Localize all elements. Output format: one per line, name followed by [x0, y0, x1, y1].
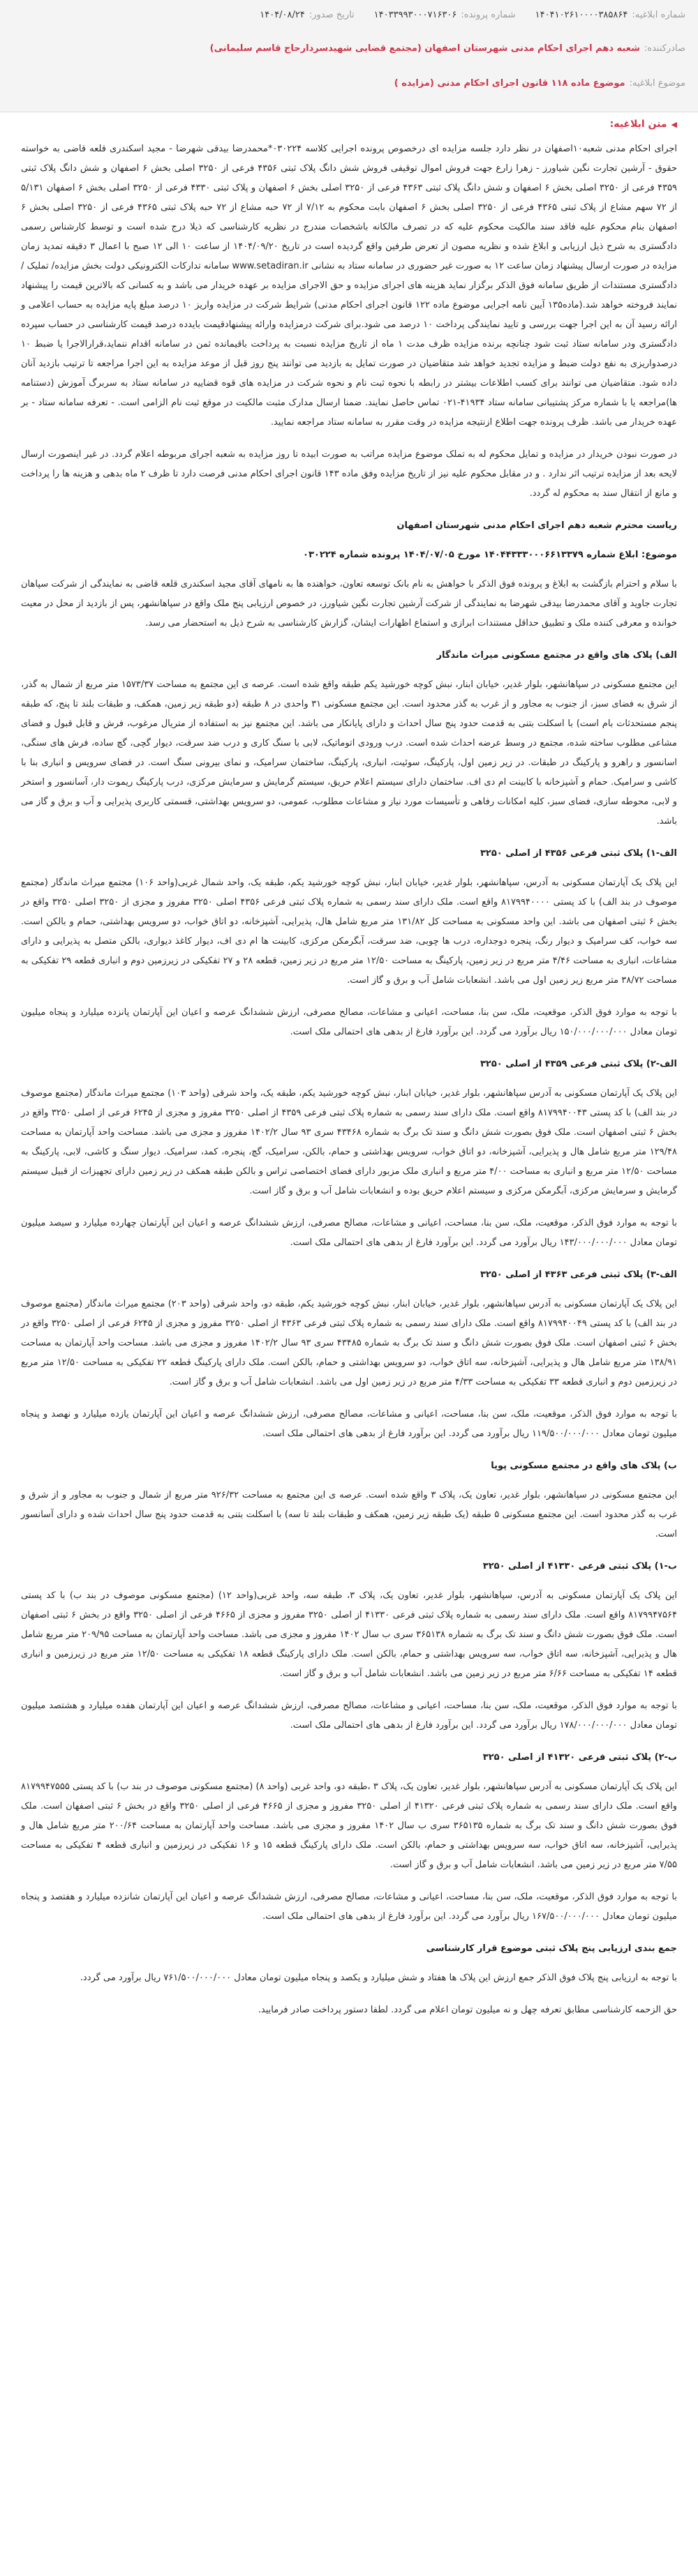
paragraph-subject-line: موضوع: ابلاغ شماره ۱۴۰۴۴۳۳۳۰۰۰۶۶۱۳۳۷۹ مورخ ۱۴۰۴/۰۷/۰۵ پرونده شماره ۰۳۰۲۲۴ — [303, 550, 677, 560]
heading-plot-b1: ب-۱) پلاک ثبتی فرعی ۴۱۳۳۰ از اصلی ۳۲۵۰ — [482, 1561, 677, 1572]
issuer-name: شعبه دهم اجرای احکام مدنی شهرستان اصفهان (مجتمع قضایی شهیدسردارحاج قاسم سلیمانی) — [209, 43, 640, 54]
case-number-label: شماره پرونده: — [461, 10, 516, 20]
notice-number: ۱۴۰۴۱۰۲۶۱۰۰۰۰۳۸۵۸۶۴ — [535, 10, 628, 20]
heading-plot-a2: الف-۲) پلاک ثبتی فرعی ۴۳۵۹ از اصلی ۳۲۵۰ — [480, 1059, 677, 1069]
issuer-label: صادرکننده: — [644, 43, 685, 54]
paragraph-intro: با سلام و احترام بازگشت به ابلاغ و پرونده فوق الذکر با خواهش به نام بانک توسعه تعاون، خواهنده ها به نامهای آقای مجید اسکندری قلعه قاضی به نمایندگی از شرکت سپاهان تجارت جاوید و آقای محمدرضا بیدقی شهرضا به نمایندگی از شرکت آرشین تجارت نگین شیاورز، در خصوص ارزیابی پنج ملک واقع در سپاهانشهر، پس از بازدید از محل در معیت خوانده و معرفی کننده ملک و تطبیق حداقل مستندات ابرازی و استماع اظهارات ایشان، گزارش کارشناسی به شرح ذیل به استحضار می رسد. — [21, 579, 677, 628]
paragraph-plot-b1: این پلاک یک آپارتمان مسکونی به آدرس، سپاهانشهر، بلوار غدیر، تعاون یک، پلاک ۳، طبقه سه، واحد غربی(واحد ۱۲) (مجتمع مسکونی موصوف در بند ب) با کد پستی ۸۱۷۹۹۴۷۵۶۴ واقع است. ملک دارای سند رسمی به شماره پلاک ثبتی فرعی ۴۱۳۳۰ از اصلی ۳۲۵۰ مفروز و مجزی از ۴۶۶۵ فرعی از اصلی ۳۲۵۰ واقع در بخش ۶ ثبتی اصفهان است. ملک فوق بصورت شش دانگ و سند تک برگ به شماره ۳۶۵۱۳۸ سری ب سال ۱۴۰۲ مفروز و مجزی می باشد. مساحت واحد آپارتمان به مساحت ۲۰۹/۹۵ متر مربع شامل هال و پذیرایی، آشپزخانه، سه اتاق خواب، سه سرویس بهداشتی و حمام، بالکن است. ملک دارای پارکینگ قطعه ۱۸ تفکیکی به مساحت ۱۲/۵۰ متر مربع در زیرزمین و انباری قطعه ۱۴ تفکیکی به مساحت ۶/۶۶ متر مربع در زیر زمین می باشد. انشعابات شامل آب و برق و گاز است. — [21, 1590, 678, 1679]
paragraph-plot-a2-value: با توجه به موارد فوق الذکر، موقعیت، ملک، سن بنا، مساحت، اعیانی و مشاعات، مصالح مصرفی، ارزش ششدانگ عرصه و اعیان این آپارتمان چهارده میلیارد و سیصد میلیون تومان معادل ۱۴۳/۰۰۰/۰۰۰/۰۰۰ ریال برآورد می گردد. این برآورد فارغ از بدهی های احتمالی ملک است. — [21, 1218, 677, 1248]
paragraph-complex-b-description: این مجتمع مسکونی در سپاهانشهر، بلوار غدیر، تعاون یک، پلاک ۳ واقع شده است. عرصه ی این مجتمع به مساحت ۹۲۶/۳۲ متر مربع از شمال و جنوب به مجاور و از شرق و غرب به گذر محدود است. این مجتمع مسکونی ۵ طبقه (یک طبقه زیر زمین، همکف و طبقات بلند تا سه) با اسکلت بتنی به قدمت حدود پنج سال احداث شده و دارای آسانسور است. — [21, 1490, 678, 1539]
paragraph-plot-a3: این پلاک یک آپارتمان مسکونی به آدرس سپاهانشهر، بلوار غدیر، خیابان ابنار، نبش کوچه خورشید یکم، طبقه دو، واحد شرقی (واحد ۲۰۳) مجتمع میراث ماندگار (مجتمع موصوف در بند الف) با کد پستی ۸۱۷۹۹۴۰۰۴۹ واقع است. ملک دارای سند رسمی به شماره پلاک ثبتی فرعی ۴۳۶۳ از اصلی ۳۲۵۰ مفروز و مجزی از ۶۲۴۵ فرعی از اصلی ۳۲۵۰ واقع در بخش ۶ ثبتی اصفهان است. ملک فوق بصورت شش دانگ و سند تک برگ به شماره ۴۳۴۸۵ سری ۹۳ سال ۱۴۰۲/۲ مفروز و مجزی می باشد. مساحت واحد آپارتمان به مساحت ۱۳۸/۹۱ متر مربع شامل هال و پذیرایی، آشپزخانه، سه اتاق خواب، دو سرویس بهداشتی و حمام، بالکن است. ملک دارای پارکینگ قطعه ۲۲ تفکیکی به مساحت ۱۲/۵۰ متر مربع در زیرزمین دوم و انباری قطعه ۳۳ تفکیکی به مساحت ۴/۳۳ متر مربع در زیر زمین اول می باشد. انشعابات شامل آب و برق و گاز است. — [21, 1299, 677, 1387]
paragraph-plot-b2-value: با توجه به موارد فوق الذکر، موقعیت، ملک، سن بنا، مساحت، اعیانی و مشاعات، مصالح مصرفی، ارزش ششدانگ عرصه و اعیان این آپارتمان شانزده میلیارد و هفتصد و پنجاه میلیون تومان معادل ۱۶۷/۵۰۰/۰۰۰/۰۰۰ ریال برآورد می گردد. این برآورد فارغ از بدهی های احتمالی ملک است. — [21, 1892, 677, 1922]
issue-date-label: تاریخ صدور: — [309, 10, 355, 20]
paragraph-addressee: ریاست محترم شعبه دهم اجرای احکام مدنی شهرستان اصفهان — [396, 520, 677, 531]
case-number: ۱۴۰۳۳۹۹۳۰۰۰۷۱۶۳۰۶ — [373, 10, 457, 20]
triangle-icon: ◀ — [671, 119, 677, 129]
paragraph-plot-b2: این پلاک یک آپارتمان مسکونی به آدرس سپاهانشهر، بلوار غدیر، تعاون یک، پلاک ۳ ،طبقه دو، واحد غربی (واحد ۸) (مجتمع مسکونی موصوف در بند ب) با کد پستی ۸۱۷۹۹۴۷۵۵۵ واقع است. ملک دارای سند رسمی به شماره پلاک ثبتی فرعی ۴۱۳۲۰ از اصلی ۳۲۵۰ مفروز و مجزی از ۴۶۶۵ فرعی از اصلی ۳۲۵۰ واقع در بخش ۶ ثبتی اصفهان است. ملک فوق بصورت شش دانگ و سند تک برگ به شماره ۳۶۵۱۳۵ سری ب سال ۱۴۰۲ مفروز و مجزی می باشد. مساحت واحد آپارتمان به مساحت ۲۰۰/۶۴ متر مربع شامل هال و پذیرایی، آشپزخانه، سه اتاق خواب، سه سرویس بهداشتی و حمام، بالکن است. ملک دارای پارکینگ قطعه ۱۵ و ۱۶ تفکیکی در زیرزمین و انباری قطعه ۴ تفکیکی به مساحت ۷/۵۵ متر مربع در زیر زمین می باشد. انشعابات شامل آب و برق و گاز است. — [21, 1782, 678, 1870]
paragraph-plot-b1-value: با توجه به موارد فوق الذکر، موقعیت، ملک، سن بنا، مساحت، اعیانی و مشاعات، مصالح مصرفی، ارزش ششدانگ عرصه و اعیان این آپارتمان هفده میلیارد و هشتصد میلیون تومان معادل ۱۷۸/۰۰۰/۰۰۰/۰۰۰ ریال برآورد می گردد. این برآورد فارغ از بدهی های احتمالی ملک است. — [21, 1701, 677, 1731]
heading-complex-a: الف) پلاک های واقع در مجتمع مسکونی میراث ماندگار — [436, 650, 677, 661]
subject-label: موضوع ابلاغیه: — [629, 78, 685, 89]
subject-text: موضوع ماده ۱۱۸ قانون اجرای احکام مدنی (مزایده ) — [394, 78, 625, 89]
paragraph-plot-a2: این پلاک یک آپارتمان مسکونی به آدرس سپاهانشهر، بلوار غدیر، خیابان ابنار، نبش کوچه خورشید یکم، طبقه یک، واحد شرقی (واحد ۱۰۳) مجتمع میراث ماندگار (مجتمع موصوف در بند الف) با کد پستی ۸۱۷۹۹۴۰۰۴۳ واقع است. ملک دارای سند رسمی به شماره پلاک ثبتی فرعی ۴۳۵۹ از اصلی ۳۲۵۰ مفروز و مجزی از ۶۲۴۵ فرعی از اصلی ۳۲۵۰ واقع در بخش ۶ ثبتی اصفهان است. ملک فوق بصورت شش دانگ و سند تک برگ به شماره ۴۳۴۶۸ سری ۹۳ سال ۱۴۰۲/۲ مفروز و مجزی می باشد. مساحت واحد آپارتمان به مساحت ۱۲۹/۴۸ متر مربع شامل هال و پذیرایی، آشپزخانه، دو اتاق خواب، سرویس بهداشتی و حمام، بالکن، سرامیک، گچ، پنجره، کمد، سرامیک. دیوار سنگ و کاشی، لابی، پارکینگ به مساحت ۱۲/۵۰ متر مربع و انباری به مساحت ۴/۰۰ متر مربع و انباری ملک مزبور دارای فضای اختصاصی تراس و بالکن طبقه همکف در زیر زمین دارای تجهیزات از قبیل سیستم گرمایش و سرمایش مرکزی، آبگرمکن مرکزی و سیستم اعلام حریق بوده و انشعابات شامل آب و برق و گاز است. — [21, 1088, 678, 1196]
issue-date: ۱۴۰۴/۰۸/۲۴ — [260, 10, 305, 20]
heading-plot-b2: ب-۲) پلاک ثبتی فرعی ۴۱۳۲۰ از اصلی ۳۲۵۰ — [482, 1752, 677, 1763]
paragraph-plot-a1: این پلاک یک آپارتمان مسکونی به آدرس، سپاهانشهر، بلوار غدیر، خیابان ابنار، نبش کوچه خورشید یکم، طبقه یک، واحد شمال غربی(واحد ۱۰۶) مجتمع میراث ماندگار (مجتمع موصوف در بند الف) با کد پستی ۸۱۷۹۹۴۰۰۰۰ واقع است. ملک دارای سند رسمی به شماره پلاک ثبتی فرعی ۴۳۵۶ اصلی ۳۲۵۰ مفروز و مجزی از ۳۲۵۰ اصلی ۳۲۵۰ واقع در بخش ۶ ثبتی اصفهان می باشد. این واحد مسکونی به مساحت کل ۱۳۱/۸۲ متر مربع شامل هال، پذیرایی، آشپزخانه، دو اتاق خواب، دو سرویس بهداشتی، حمام و بالکن است. سه خواب، کف سرامیک و دیوار رنگ، پنجره دوجداره، درب ها چوبی، ضد سرقت، آبگرمکن مرکزی، کابینت ها ام دی اف، دیوار کاغذ دیواری، بالکن متصل به پذیرایی و دارای مشاعات، انباری به مساحت ۴/۴۶ متر مربع در زیر زمین، پارکینگ به مساحت ۱۲/۵۰ متر مربع در زیر زمین، قطعه ۲۸ و ۲۷ تفکیکی در زیرزمین دوم و انباری قطعه ۲۹ تفکیکی به مساحت ۳۸/۷۲ متر مربع زیر زمین اول می باشد. انشعابات شامل آب و برق و گاز است. — [21, 878, 678, 986]
heading-plot-a1: الف-۱) پلاک ثبتی فرعی ۴۳۵۶ از اصلی ۳۲۵۰ — [480, 848, 677, 859]
paragraph-fee: حق الزحمه کارشناسی مطابق تعرفه چهل و نه میلیون تومان اعلام می گردد. لطفا دستور پرداخت صادر فرمایید. — [258, 2005, 677, 2015]
header-row-issuer — [13, 43, 685, 54]
paragraph-plot-a1-value: با توجه به موارد فوق الذکر، موقعیت، ملک، سن بنا، مساحت، اعیانی و مشاعات، مصالح مصرفی، ارزش ششدانگ عرصه و اعیان این آپارتمان پانزده میلیارد و پنجاه میلیون تومان معادل ۱۵۰/۰۰۰/۰۰۰/۰۰۰ ریال برآورد می گردد. این برآورد فارغ از بدهی های احتمالی ملک است. — [21, 1007, 677, 1037]
heading-plot-a3: الف-۳) پلاک ثبتی فرعی ۴۳۶۳ از اصلی ۳۲۵۰ — [480, 1270, 677, 1280]
header-row-ids — [13, 10, 685, 20]
paragraph-auction-announcement: اجرای احکام مدنی شعبه۱۰اصفهان در نظر دارد جلسه مزایده ای درخصوص پرونده اجرایی کلاسه ۰۳۰۲۲۴*محمدرضا بیدقی شهرضا - مجید اسکندری قلعه قاضی به خواسته حقوق - آرشین تجارت نگین شیاورز - زهرا زارع جهت فروش اموال توقیفی فروش شش دانگ پلاک ثبتی ۴۳۵۶ فرعی از ۳۲۵۰ اصلی بخش ۶ اصفهان و شش دانگ پلاک ثبتی ۴۳۵۹ فرعی از ۳۲۵۰ اصلی بخش ۶ اصفهان و شش دانگ پلاک ثبتی ۴۳۶۳ فرعی از ۳۲۵۰ اصلی بخش ۶ اصفهان و پلاک ثبتی ۴۳۳۰ فرعی از ۳۲۵۰ اصلی بخش ۶ اصفهان ۵/۱۳۱ از ۷۲ سهم مشاع از پلاک ثبتی ۴۳۶۵ فرعی از ۳۲۵۰ اصلی بخش ۶ اصفهان بابت محکوم به ۷/۱۲ از ۷۲ حبه مشاع از ۷۲ حبه پلاک ثبتی ۴۳۶۵ فرعی از ۳۲۵۰ اصلی بخش ۶ اصفهان بنام محکوم علیه فاقد سند مالکیت محکوم علیه که در تصرف مالکانه باشخصات مندرج در نظریه کارشناسی که ذیلا درج شده است و توسط کارشناس رسمی دادگستری به شرح ذیل ارزیابی و ابلاغ شده و نظریه مصون از تعرض طرفین واقع گردیده است در تاریخ ۱۴۰۴/۰۹/۲۰ از ساعت ۱۰ الی ۱۲ صبح با اعمال ۳ دقیقه تمدید زمان مزایده در صورت ارسال پیشنهاد زمان ساعت ۱۲ به صورت غیر حضوری در سامانه ستاد به نشانی www.setadiran.ir سامانه تدارکات الکترونیکی دولت بخش مزایده/ تملیک /دادگستری مستندات از طریق سامانه فوق الذکر برگزار نماید هزینه های اجرای مزایده و حق الاجرای مزایده بر عهده خریدار می باشد و به کسانی که بالاترین قیمت را پیشنهاد نمایند فروخته خواهد شد.(ماده۱۳۵ آیین نامه اجرایی موضوع ماده ۱۲۲ قانون اجرای احکام مدنی) شرایط شرکت در مزایده واریز ۱۰ درصد مبلغ پایه مزایده به حساب اعلامی و ارائه رسید آن به این اجرا جهت بررسی و تایید نمایندگی پرداخت ۱۰ درصد می شود.برای شرکت درمزایده وارائه پیشنهادقیمت بایدده درصد قیمت کارشناسی در حساب سپرده دادگستری ودر سامانه ستاد ثبت شود چنانچه برنده مزایده ظرف مدت ۱ ماه از تاریخ مزایده نسبت به پرداخت باقیمانده ثمن در سامانه اقدام ننماید،قرارالاجرا یا ضبط ۱۰ درصدواریزی به نفع دولت ضبط و مزایده تجدید خواهد شد متقاضیان در صورت تمایل به بازدید می توانند پنج روز قبل از موعد مزایده به این اجرا مراجعه تا ترتیب بازدید آنان داده شود. متقاضیان می توانند برای کسب اطلاعات بیشتر در رابطه با نحوه ثبت نام و نحوه شرکت در مزایده های قوه قضاییه در سامانه ستاد به سربرگ آموزش (دستنامه ها)مراجعه یا با شماره مرکز پشتیبانی سامانه ستاد ۴۱۹۳۴-۰۲۱ تماس حاصل نمایند. ضمنا ارسال مدارک مثبت مالکیت در موقع ثبت نام الزامی است. - تعرفه سامانه ستاد - بر عهده خریدار می باشد. ظرف پرونده جهت اطلاع ازنتیجه مزایده در وقت مقرر به سامانه ستاد مراجعه نمایید. — [21, 144, 677, 428]
notice-number-label: شماره ابلاغیه: — [632, 10, 685, 20]
paragraph-plot-a3-value: با توجه به موارد فوق الذکر، موقعیت، ملک، سن بنا، مساحت، اعیانی و مشاعات، مصالح مصرفی، ارزش ششدانگ عرصه و اعیان این آپارتمان یازده میلیارد و نهصد و پنجاه میلیون تومان معادل ۱۱۹/۵۰۰/۰۰۰/۰۰۰ ریال برآورد می گردد. این برآورد فارغ از بدهی های احتمالی ملک است. — [21, 1409, 677, 1439]
paragraph-summary: با توجه به ارزیابی پنج پلاک فوق الذکر جمع ارزش این پلاک ها هفتاد و شش میلیارد و یکصد و پنجاه میلیون تومان معادل ۷۶۱/۵۰۰/۰۰۰/۰۰۰ ریال برآورد می گردد. — [80, 1973, 677, 1983]
notice-header — [0, 0, 698, 112]
header-row-subject — [13, 78, 685, 89]
paragraph-complex-a-description: این مجتمع مسکونی در سپاهانشهر، بلوار غدیر، خیابان ابنار، نبش کوچه خورشید یکم طبقه واقع شده است. عرصه ی این مجتمع به مساحت ۱۵۷۳/۳۷ متر مربع از شمال به گذر، از شرق به فضای سبز، از جنوب به مجاور و از غرب به گذر محدود است. این مجتمع مسکونی ۳۱ واحدی در ۸ طبقه (دو طبقه زیر زمین، همکف، و طبقات بلند تا پنج، که طبقه پنجم مستحدثات بام است) با اسکلت بتنی به قدمت حدود پنج سال احداث و دارای پایانکار می باشد. این مجتمع نیز به استفاده از متریال مرغوب، فرش و قابل قبول و فضای مشاعی مطلوب ساخته شده، مجتمع در وسط عرضه احداث شده است. درب ورودی اتوماتیک، لابی با سنگ کاری و درب ضد سرقت، دیوار گچی، گچ ساده، فرش های سنگی، اسانسور و راهرو و پارکینگ در طبقات. در زیر زمین اول، پارکینگ، سوئیت، انباری، پارکینگ، ساختمان سرامیک، و نمای بیرونی سنگ است. در فضای سرویس و انباری بنا با کاشی و سرامیک. حمام و آشپزخانه با کابینت ام دی اف. ساختمان دارای سیستم اعلام حریق، سیستم گرمایش و سرمایش مرکزی، درب پارکینگ ریموت دار، آسانسور و استخر و لابی، محوطه سازی، فضای سبز، کلیه امکانات رفاهی و تأسیسات مورد نیاز و مشاعات مطلوب، عمومی، دو سرویس بهداشتی، قسمتی کاربری پذیرایی و آب و برق و گاز می باشد. — [21, 679, 677, 827]
notice-text-heading — [21, 119, 677, 130]
notice-body — [21, 119, 677, 2033]
notice-text-heading-label: متن ابلاغیه: — [609, 119, 667, 130]
paragraph-no-buyer: در صورت نبودن خریدار در مزایده و تمایل محکوم له به تملک موضوع مزایده مراتب به صورت ابیده تا روز مزایده به شعبه اجرای مربوطه اعلام گردد. در غیر اینصورت ارسال لایحه بعد از مزایده ترتیب اثر ندارد . و در مقابل محکوم علیه نیز از تاریخ مزایده وفق ماده ۱۴۳ قانون اجرای احکام مدنی فرصت دارد تا ظرف ۲ ماه بدهی و هزینه ها را پرداخت و مانع از انتقال سند به محکوم له گردد. — [21, 449, 678, 499]
heading-summary: جمع بندی ارزیابی پنج پلاک ثبتی موضوع قرار کارشناسی — [426, 1943, 677, 1954]
heading-complex-b: ب) پلاک های واقع در مجتمع مسکونی پویا — [491, 1461, 677, 1471]
